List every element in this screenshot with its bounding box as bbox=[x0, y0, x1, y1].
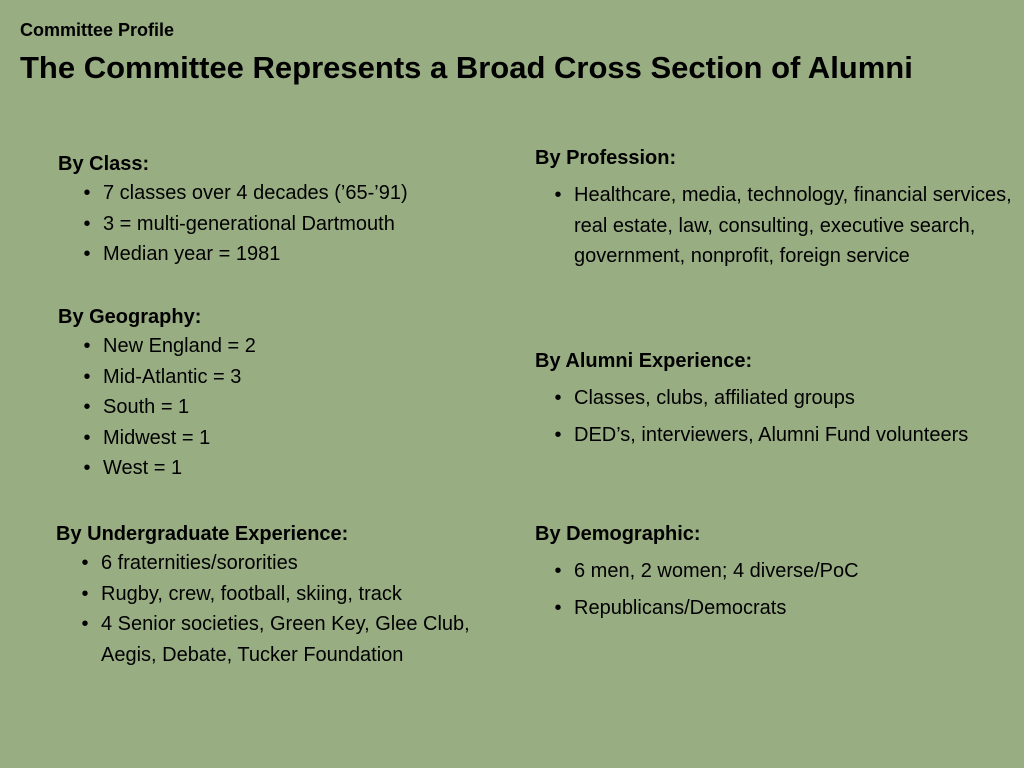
list-item: • Healthcare, media, technology, financial services, real estate, law, consulting, executive search, government, nonprofit, foreign service bbox=[574, 180, 1014, 272]
bullet-icon: • bbox=[83, 182, 91, 204]
by-geography-heading: By Geography: bbox=[58, 306, 202, 328]
list-item: • 6 men, 2 women; 4 diverse/PoC bbox=[574, 556, 1015, 587]
by-class-section bbox=[58, 150, 478, 270]
bullet-icon: • bbox=[81, 552, 89, 574]
by-alumni-experience-list bbox=[535, 383, 974, 450]
by-geography-list bbox=[58, 331, 478, 484]
list-item: • Rugby, crew, football, skiing, track bbox=[101, 579, 481, 610]
by-undergraduate-list bbox=[56, 548, 481, 670]
list-item: • South = 1 bbox=[103, 392, 478, 423]
by-profession-list bbox=[535, 180, 1014, 272]
list-item: • Midwest = 1 bbox=[103, 423, 478, 454]
list-item: • West = 1 bbox=[103, 453, 478, 484]
list-item: • Mid-Atlantic = 3 bbox=[103, 362, 478, 393]
list-item: • Median year = 1981 bbox=[103, 239, 478, 270]
list-item: • 6 fraternities/sororities bbox=[101, 548, 481, 579]
list-item: • Republicans/Democrats bbox=[574, 593, 1015, 624]
by-class-list bbox=[58, 178, 478, 270]
bullet-icon: • bbox=[83, 396, 91, 418]
bullet-icon: • bbox=[554, 596, 562, 619]
by-alumni-experience-heading: By Alumni Experience: bbox=[535, 350, 753, 372]
list-item: • Classes, clubs, affiliated groups bbox=[574, 383, 974, 414]
list-item: • DED’s, interviewers, Alumni Fund volunteers bbox=[574, 420, 974, 451]
by-class-heading: By Class: bbox=[58, 153, 150, 175]
by-alumni-experience-section bbox=[535, 347, 1015, 450]
bullet-icon: • bbox=[83, 365, 91, 388]
bullet-icon: • bbox=[83, 426, 91, 449]
by-demographic-section bbox=[535, 520, 1015, 623]
bullet-icon: • bbox=[83, 335, 91, 357]
bullet-icon: • bbox=[81, 582, 89, 605]
bullet-icon: • bbox=[554, 560, 562, 582]
by-profession-heading: By Profession: bbox=[535, 147, 677, 169]
bullet-icon: • bbox=[83, 212, 91, 235]
bullet-icon: • bbox=[83, 243, 91, 265]
list-item: • 7 classes over 4 decades (’65-’91) bbox=[103, 178, 478, 209]
slide-title: The Committee Represents a Broad Cross Section of Alumni bbox=[20, 50, 913, 85]
bullet-icon: • bbox=[81, 613, 89, 635]
list-item: • 3 = multi-generational Dartmouth bbox=[103, 209, 478, 240]
slide-subtitle: Committee Profile bbox=[20, 20, 175, 40]
bullet-icon: • bbox=[554, 423, 562, 446]
by-undergraduate-heading: By Undergraduate Experience: bbox=[56, 523, 349, 545]
by-undergraduate-section bbox=[56, 520, 476, 670]
by-demographic-list bbox=[535, 556, 1015, 623]
bullet-icon: • bbox=[83, 457, 91, 479]
by-demographic-heading: By Demographic: bbox=[535, 523, 701, 545]
list-item: • 4 Senior societies, Green Key, Glee Club, Aegis, Debate, Tucker Foundation bbox=[101, 609, 481, 670]
by-geography-section bbox=[58, 303, 478, 484]
by-profession-section bbox=[535, 144, 1015, 272]
bullet-icon: • bbox=[554, 184, 562, 206]
bullet-icon: • bbox=[554, 387, 562, 409]
list-item: • New England = 2 bbox=[103, 331, 478, 362]
